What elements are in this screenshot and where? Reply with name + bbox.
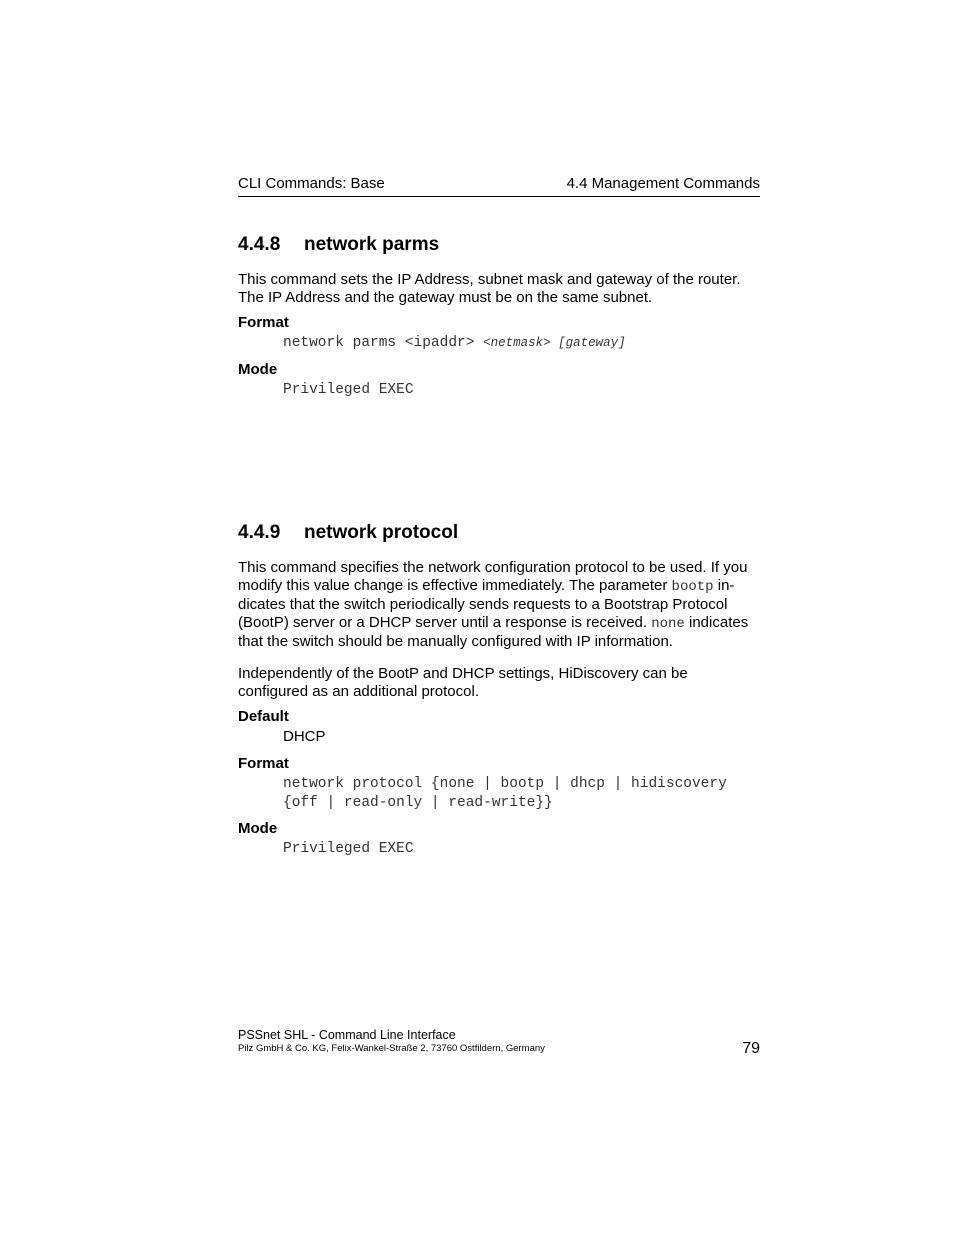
note-line: Independently of the BootP and DHCP settings, HiDiscovery can be <box>238 665 688 682</box>
format-arguments: <netmask> [gateway] <box>483 336 626 350</box>
footer-product: PSSnet SHL - Command Line Interface <box>238 1028 456 1042</box>
format-syntax-line: network protocol {none | bootp | dhcp | hidiscovery <box>283 776 727 792</box>
description-line: This command sets the IP Address, subnet mask and gateway of the router. <box>238 271 741 288</box>
description-line <box>238 577 760 597</box>
parameter-none: none <box>651 615 685 632</box>
format-label: Format <box>238 755 289 772</box>
text-run: in- <box>713 576 735 594</box>
description-line: dicates that the switch periodically sends requests to a Bootstrap Protocol <box>238 596 728 614</box>
text-run: modify this value change is effective immediately. The parameter <box>238 576 672 594</box>
running-header-left: CLI Commands: Base <box>238 175 385 192</box>
description-line: This command specifies the network configuration protocol to be used. If you <box>238 559 748 576</box>
text-run: (BootP) server or a DHCP server until a response is received. <box>238 613 652 631</box>
section-heading-network-parms <box>238 234 439 256</box>
section-description <box>238 271 760 306</box>
format-label: Format <box>238 314 289 331</box>
header-divider <box>238 196 760 197</box>
parameter-bootp: bootp <box>671 578 714 595</box>
footer-address: Pilz GmbH & Co. KG, Felix-Wankel-Straße 2, 73760 Ostfildern, Germany <box>238 1043 545 1054</box>
section-number: 4.4.8 <box>238 234 281 255</box>
format-command: network parms <ipaddr> <box>283 335 484 351</box>
default-value: DHCP <box>283 728 326 745</box>
description-line: that the switch should be manually configured with IP information. <box>238 633 673 651</box>
description-line <box>238 614 760 634</box>
mode-value: Privileged EXEC <box>283 841 414 857</box>
section-title: network protocol <box>304 522 459 543</box>
mode-value: Privileged EXEC <box>283 382 414 398</box>
section-number: 4.4.9 <box>238 522 281 543</box>
mode-label: Mode <box>238 361 278 378</box>
section-note <box>238 665 760 700</box>
running-header-right: 4.4 Management Commands <box>566 175 760 192</box>
text-run: indicates <box>684 613 749 631</box>
page-number: 79 <box>742 1040 760 1057</box>
section-heading-network-protocol <box>238 522 458 544</box>
format-syntax <box>283 334 626 353</box>
section-title: network parms <box>304 234 440 255</box>
description-line: The IP Address and the gateway must be on the same subnet. <box>238 288 653 306</box>
default-label: Default <box>238 708 289 725</box>
format-syntax-line: {off | read-only | read-write}} <box>283 795 553 811</box>
note-line: configured as an additional protocol. <box>238 682 479 700</box>
section-description <box>238 559 760 651</box>
mode-label: Mode <box>238 820 278 837</box>
